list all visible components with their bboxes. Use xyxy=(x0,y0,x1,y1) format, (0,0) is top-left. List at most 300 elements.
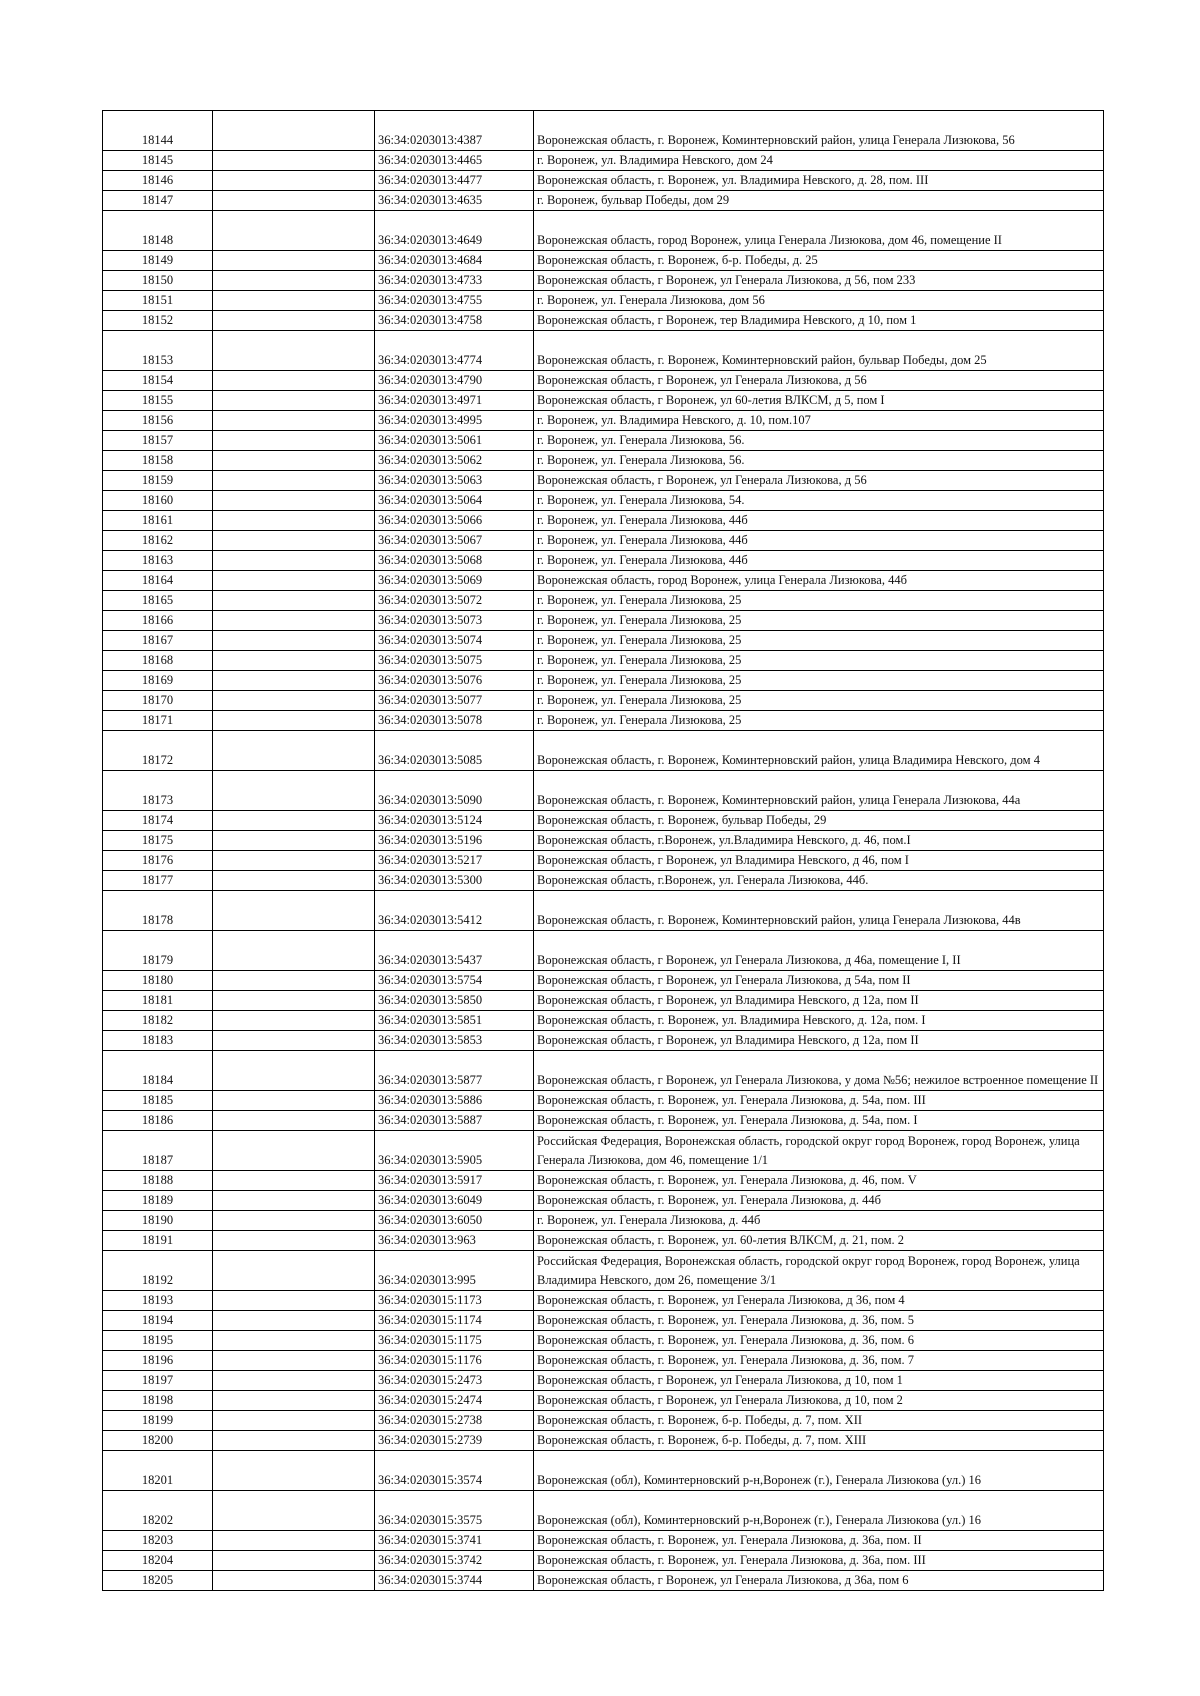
cadastral-number-cell: 36:34:0203013:5076 xyxy=(375,671,534,691)
cadastral-number-cell: 36:34:0203015:1176 xyxy=(375,1351,534,1371)
empty-cell xyxy=(213,871,375,891)
empty-cell xyxy=(213,1531,375,1551)
address-cell: Воронежская область, г.Воронеж, ул.Владимира Невского, д. 46, пом.I xyxy=(534,831,1104,851)
table-row xyxy=(103,831,1104,851)
address-cell: Воронежская область, г Воронеж, ул Владимира Невского, д 12а, пом II xyxy=(534,991,1104,1011)
row-number-cell: 18180 xyxy=(103,971,213,991)
cadastral-number-cell: 36:34:0203013:5851 xyxy=(375,1011,534,1031)
empty-cell xyxy=(213,851,375,871)
row-number-cell: 18199 xyxy=(103,1411,213,1431)
table-row xyxy=(103,851,1104,871)
cadastral-number-cell: 36:34:0203013:5887 xyxy=(375,1111,534,1131)
table-row xyxy=(103,511,1104,531)
cadastral-number-cell: 36:34:0203013:6050 xyxy=(375,1211,534,1231)
address-cell: Воронежская область, г. Воронеж, Коминтерновский район, улица Владимира Невского, дом 4 xyxy=(534,731,1104,771)
row-number-cell: 18192 xyxy=(103,1251,213,1291)
empty-cell xyxy=(213,1011,375,1031)
cadastral-number-cell: 36:34:0203015:1173 xyxy=(375,1291,534,1311)
cadastral-number-cell: 36:34:0203013:4733 xyxy=(375,271,534,291)
address-cell: Воронежская область, г. Воронеж, ул. Генерала Лизюкова, д. 46, пом. V xyxy=(534,1171,1104,1191)
table-row xyxy=(103,1011,1104,1031)
table-row xyxy=(103,711,1104,731)
table-row xyxy=(103,1571,1104,1591)
address-cell: Воронежская область, г. Воронеж, Коминтерновский район, улица Генерала Лизюкова, 56 xyxy=(534,111,1104,151)
address-cell: Воронежская область, г Воронеж, ул Владимира Невского, д 46, пом I xyxy=(534,851,1104,871)
table-row xyxy=(103,411,1104,431)
row-number-cell: 18173 xyxy=(103,771,213,811)
address-cell: Воронежская область, г Воронеж, ул Генерала Лизюкова, д 10, пом 2 xyxy=(534,1391,1104,1411)
empty-cell xyxy=(213,671,375,691)
address-cell: Воронежская область, г Воронеж, ул Владимира Невского, д 12а, пом II xyxy=(534,1031,1104,1051)
address-cell: Воронежская область, г Воронеж, ул Генерала Лизюкова, д 56, пом 233 xyxy=(534,271,1104,291)
table-row xyxy=(103,931,1104,971)
row-number-cell: 18163 xyxy=(103,551,213,571)
row-number-cell: 18154 xyxy=(103,371,213,391)
empty-cell xyxy=(213,411,375,431)
address-cell: г. Воронеж, ул. Генерала Лизюкова, 44б xyxy=(534,511,1104,531)
cadastral-number-cell: 36:34:0203013:5437 xyxy=(375,931,534,971)
empty-cell xyxy=(213,291,375,311)
empty-cell xyxy=(213,1111,375,1131)
address-cell: г. Воронеж, ул. Генерала Лизюкова, д. 44б xyxy=(534,1211,1104,1231)
row-number-cell: 18205 xyxy=(103,1571,213,1591)
table-row xyxy=(103,1371,1104,1391)
table-row xyxy=(103,1411,1104,1431)
row-number-cell: 18195 xyxy=(103,1331,213,1351)
empty-cell xyxy=(213,1371,375,1391)
empty-cell xyxy=(213,311,375,331)
address-cell: г. Воронеж, ул. Генерала Лизюкова, 25 xyxy=(534,631,1104,651)
table-row xyxy=(103,631,1104,651)
table-row xyxy=(103,651,1104,671)
row-number-cell: 18197 xyxy=(103,1371,213,1391)
cadastral-number-cell: 36:34:0203013:5877 xyxy=(375,1051,534,1091)
table-row xyxy=(103,871,1104,891)
address-cell: г. Воронеж, бульвар Победы, дом 29 xyxy=(534,191,1104,211)
empty-cell xyxy=(213,1051,375,1091)
address-cell: Воронежская область, город Воронеж, улица Генерала Лизюкова, дом 46, помещение II xyxy=(534,211,1104,251)
cadastral-number-cell: 36:34:0203015:2738 xyxy=(375,1411,534,1431)
address-cell: Воронежская область, г. Воронеж, ул. Генерала Лизюкова, д. 36, пом. 7 xyxy=(534,1351,1104,1371)
row-number-cell: 18171 xyxy=(103,711,213,731)
table-row xyxy=(103,371,1104,391)
empty-cell xyxy=(213,1331,375,1351)
empty-cell xyxy=(213,1551,375,1571)
row-number-cell: 18176 xyxy=(103,851,213,871)
cadastral-number-cell: 36:34:0203013:5074 xyxy=(375,631,534,651)
empty-cell xyxy=(213,531,375,551)
table-row xyxy=(103,671,1104,691)
empty-cell xyxy=(213,811,375,831)
address-cell: г. Воронеж, ул. Генерала Лизюкова, 25 xyxy=(534,691,1104,711)
row-number-cell: 18183 xyxy=(103,1031,213,1051)
address-cell: г. Воронеж, ул. Генерала Лизюкова, дом 56 xyxy=(534,291,1104,311)
empty-cell xyxy=(213,331,375,371)
address-cell: Воронежская область, г. Воронеж, Коминтерновский район, бульвар Победы, дом 25 xyxy=(534,331,1104,371)
empty-cell xyxy=(213,611,375,631)
cadastral-number-cell: 36:34:0203015:2473 xyxy=(375,1371,534,1391)
row-number-cell: 18179 xyxy=(103,931,213,971)
row-number-cell: 18184 xyxy=(103,1051,213,1091)
empty-cell xyxy=(213,211,375,251)
table-row xyxy=(103,251,1104,271)
empty-cell xyxy=(213,1431,375,1451)
cadastral-number-cell: 36:34:0203013:4387 xyxy=(375,111,534,151)
cadastral-number-cell: 36:34:0203013:5063 xyxy=(375,471,534,491)
cadastral-number-cell: 36:34:0203013:4758 xyxy=(375,311,534,331)
table-row xyxy=(103,731,1104,771)
cadastral-number-cell: 36:34:0203013:5917 xyxy=(375,1171,534,1191)
address-cell: Воронежская область, г Воронеж, ул Генерала Лизюкова, д 36а, пом 6 xyxy=(534,1571,1104,1591)
row-number-cell: 18181 xyxy=(103,991,213,1011)
cadastral-number-cell: 36:34:0203013:4635 xyxy=(375,191,534,211)
cadastral-number-cell: 36:34:0203013:5062 xyxy=(375,451,534,471)
row-number-cell: 18198 xyxy=(103,1391,213,1411)
empty-cell xyxy=(213,991,375,1011)
empty-cell xyxy=(213,171,375,191)
empty-cell xyxy=(213,1451,375,1491)
cadastral-number-cell: 36:34:0203013:5077 xyxy=(375,691,534,711)
table-row xyxy=(103,1391,1104,1411)
cadastral-number-cell: 36:34:0203013:5072 xyxy=(375,591,534,611)
table-row xyxy=(103,1111,1104,1131)
address-cell: Воронежская область, г. Воронеж, ул. Генерала Лизюкова, д. 44б xyxy=(534,1191,1104,1211)
table-row xyxy=(103,551,1104,571)
row-number-cell: 18165 xyxy=(103,591,213,611)
cadastral-table xyxy=(102,110,1104,1591)
row-number-cell: 18170 xyxy=(103,691,213,711)
empty-cell xyxy=(213,691,375,711)
row-number-cell: 18193 xyxy=(103,1291,213,1311)
row-number-cell: 18161 xyxy=(103,511,213,531)
row-number-cell: 18149 xyxy=(103,251,213,271)
cadastral-number-cell: 36:34:0203013:5412 xyxy=(375,891,534,931)
cadastral-number-cell: 36:34:0203013:5886 xyxy=(375,1091,534,1111)
row-number-cell: 18153 xyxy=(103,331,213,371)
row-number-cell: 18194 xyxy=(103,1311,213,1331)
address-cell: Российская Федерация, Воронежская область, городской округ город Воронеж, город Воронеж, улица Владимира Невского, дом 26, помещение 3/1 xyxy=(534,1251,1104,1291)
address-cell: Воронежская область, г. Воронеж, ул. Генерала Лизюкова, д. 54а, пом. III xyxy=(534,1091,1104,1111)
cadastral-number-cell: 36:34:0203013:5078 xyxy=(375,711,534,731)
table-row xyxy=(103,1091,1104,1111)
cadastral-number-cell: 36:34:0203013:5068 xyxy=(375,551,534,571)
cadastral-number-cell: 36:34:0203015:3741 xyxy=(375,1531,534,1551)
empty-cell xyxy=(213,1391,375,1411)
row-number-cell: 18151 xyxy=(103,291,213,311)
empty-cell xyxy=(213,1251,375,1291)
table-row xyxy=(103,691,1104,711)
table-row xyxy=(103,1351,1104,1371)
row-number-cell: 18177 xyxy=(103,871,213,891)
table-row xyxy=(103,311,1104,331)
empty-cell xyxy=(213,1031,375,1051)
cadastral-number-cell: 36:34:0203015:2474 xyxy=(375,1391,534,1411)
cadastral-number-cell: 36:34:0203013:995 xyxy=(375,1251,534,1291)
empty-cell xyxy=(213,551,375,571)
cadastral-number-cell: 36:34:0203013:5067 xyxy=(375,531,534,551)
cadastral-number-cell: 36:34:0203015:3574 xyxy=(375,1451,534,1491)
row-number-cell: 18185 xyxy=(103,1091,213,1111)
table-row xyxy=(103,771,1104,811)
table-row xyxy=(103,171,1104,191)
address-cell: Воронежская область, г Воронеж, ул Генерала Лизюкова, д 10, пом 1 xyxy=(534,1371,1104,1391)
table-row xyxy=(103,1131,1104,1171)
row-number-cell: 18168 xyxy=(103,651,213,671)
table-row xyxy=(103,1051,1104,1091)
empty-cell xyxy=(213,1351,375,1371)
cadastral-number-cell: 36:34:0203015:1175 xyxy=(375,1331,534,1351)
address-cell: Воронежская область, г. Воронеж, ул Генерала Лизюкова, д 36, пом 4 xyxy=(534,1291,1104,1311)
empty-cell xyxy=(213,111,375,151)
empty-cell xyxy=(213,1311,375,1331)
address-cell: Воронежская область, г. Воронеж, бульвар Победы, 29 xyxy=(534,811,1104,831)
address-cell: Воронежская область, г. Воронеж, ул. Генерала Лизюкова, д. 36, пом. 6 xyxy=(534,1331,1104,1351)
row-number-cell: 18187 xyxy=(103,1131,213,1171)
address-cell: г. Воронеж, ул. Генерала Лизюкова, 25 xyxy=(534,651,1104,671)
table-row xyxy=(103,271,1104,291)
row-number-cell: 18156 xyxy=(103,411,213,431)
cadastral-number-cell: 36:34:0203013:4649 xyxy=(375,211,534,251)
table-row xyxy=(103,211,1104,251)
cadastral-number-cell: 36:34:0203013:4477 xyxy=(375,171,534,191)
row-number-cell: 18160 xyxy=(103,491,213,511)
row-number-cell: 18189 xyxy=(103,1191,213,1211)
table-row xyxy=(103,151,1104,171)
cadastral-number-cell: 36:34:0203013:5300 xyxy=(375,871,534,891)
row-number-cell: 18167 xyxy=(103,631,213,651)
empty-cell xyxy=(213,971,375,991)
table-row xyxy=(103,971,1104,991)
cadastral-number-cell: 36:34:0203013:5905 xyxy=(375,1131,534,1171)
address-cell: Воронежская область, город Воронеж, улица Генерала Лизюкова, 44б xyxy=(534,571,1104,591)
table-row xyxy=(103,1311,1104,1331)
empty-cell xyxy=(213,771,375,811)
address-cell: Воронежская область, г Воронеж, ул Генерала Лизюкова, д 54а, пом II xyxy=(534,971,1104,991)
row-number-cell: 18155 xyxy=(103,391,213,411)
cadastral-number-cell: 36:34:0203013:6049 xyxy=(375,1191,534,1211)
empty-cell xyxy=(213,271,375,291)
address-cell: Воронежская область, г. Воронеж, ул. 60-летия ВЛКСМ, д. 21, пом. 2 xyxy=(534,1231,1104,1251)
address-cell: Воронежская область, г. Воронеж, б-р. Победы, д. 7, пом. XIII xyxy=(534,1431,1104,1451)
table-row xyxy=(103,291,1104,311)
row-number-cell: 18175 xyxy=(103,831,213,851)
table-row xyxy=(103,571,1104,591)
cadastral-number-cell: 36:34:0203013:5061 xyxy=(375,431,534,451)
row-number-cell: 18204 xyxy=(103,1551,213,1571)
row-number-cell: 18152 xyxy=(103,311,213,331)
table-row xyxy=(103,531,1104,551)
row-number-cell: 18188 xyxy=(103,1171,213,1191)
empty-cell xyxy=(213,491,375,511)
address-cell: Воронежская область, г Воронеж, ул Генерала Лизюкова, у дома №56; нежилое встроенное помещение II xyxy=(534,1051,1104,1091)
table-row xyxy=(103,591,1104,611)
empty-cell xyxy=(213,191,375,211)
table-row xyxy=(103,1171,1104,1191)
cadastral-number-cell: 36:34:0203015:3575 xyxy=(375,1491,534,1531)
table-row xyxy=(103,451,1104,471)
cadastral-number-cell: 36:34:0203015:1174 xyxy=(375,1311,534,1331)
address-cell: г. Воронеж, ул. Генерала Лизюкова, 54. xyxy=(534,491,1104,511)
cadastral-number-cell: 36:34:0203015:3744 xyxy=(375,1571,534,1591)
row-number-cell: 18159 xyxy=(103,471,213,491)
table-row xyxy=(103,391,1104,411)
table-row xyxy=(103,1531,1104,1551)
table-row xyxy=(103,1551,1104,1571)
address-cell: г. Воронеж, ул. Генерала Лизюкова, 25 xyxy=(534,711,1104,731)
cadastral-number-cell: 36:34:0203015:3742 xyxy=(375,1551,534,1571)
cadastral-number-cell: 36:34:0203013:963 xyxy=(375,1231,534,1251)
address-cell: Воронежская (обл), Коминтерновский р-н,Воронеж (г.), Генерала Лизюкова (ул.) 16 xyxy=(534,1491,1104,1531)
row-number-cell: 18148 xyxy=(103,211,213,251)
row-number-cell: 18162 xyxy=(103,531,213,551)
address-cell: Воронежская область, г. Воронеж, ул. Генерала Лизюкова, д. 36а, пом. II xyxy=(534,1531,1104,1551)
table-row xyxy=(103,611,1104,631)
table-row xyxy=(103,1491,1104,1531)
address-cell: Воронежская область, г Воронеж, ул 60-летия ВЛКСМ, д 5, пом I xyxy=(534,391,1104,411)
cadastral-number-cell: 36:34:0203013:5064 xyxy=(375,491,534,511)
address-cell: г. Воронеж, ул. Генерала Лизюкова, 25 xyxy=(534,591,1104,611)
address-cell: Воронежская область, г. Воронеж, ул. Генерала Лизюкова, д. 54а, пом. I xyxy=(534,1111,1104,1131)
cadastral-number-cell: 36:34:0203013:5853 xyxy=(375,1031,534,1051)
row-number-cell: 18150 xyxy=(103,271,213,291)
address-cell: Воронежская область, г. Воронеж, Коминтерновский район, улица Генерала Лизюкова, 44в xyxy=(534,891,1104,931)
table-row xyxy=(103,331,1104,371)
cadastral-number-cell: 36:34:0203015:2739 xyxy=(375,1431,534,1451)
cadastral-number-cell: 36:34:0203013:4790 xyxy=(375,371,534,391)
row-number-cell: 18186 xyxy=(103,1111,213,1131)
address-cell: г. Воронеж, ул. Генерала Лизюкова, 56. xyxy=(534,431,1104,451)
row-number-cell: 18196 xyxy=(103,1351,213,1371)
cadastral-number-cell: 36:34:0203013:5075 xyxy=(375,651,534,671)
address-cell: г. Воронеж, ул. Владимира Невского, д. 10, пом.107 xyxy=(534,411,1104,431)
table-body xyxy=(103,111,1104,1591)
table-row xyxy=(103,111,1104,151)
table-row xyxy=(103,1331,1104,1351)
empty-cell xyxy=(213,831,375,851)
empty-cell xyxy=(213,1191,375,1211)
empty-cell xyxy=(213,1411,375,1431)
table-row xyxy=(103,1251,1104,1291)
cadastral-number-cell: 36:34:0203013:5066 xyxy=(375,511,534,531)
empty-cell xyxy=(213,731,375,771)
address-cell: Воронежская область, г. Воронеж, Коминтерновский район, улица Генерала Лизюкова, 44а xyxy=(534,771,1104,811)
table-row xyxy=(103,191,1104,211)
row-number-cell: 18172 xyxy=(103,731,213,771)
empty-cell xyxy=(213,1491,375,1531)
table-row xyxy=(103,1031,1104,1051)
address-cell: г. Воронеж, ул. Владимира Невского, дом 24 xyxy=(534,151,1104,171)
cadastral-number-cell: 36:34:0203013:5090 xyxy=(375,771,534,811)
empty-cell xyxy=(213,1291,375,1311)
row-number-cell: 18191 xyxy=(103,1231,213,1251)
row-number-cell: 18164 xyxy=(103,571,213,591)
table-row xyxy=(103,1291,1104,1311)
row-number-cell: 18147 xyxy=(103,191,213,211)
empty-cell xyxy=(213,651,375,671)
empty-cell xyxy=(213,471,375,491)
row-number-cell: 18200 xyxy=(103,1431,213,1451)
empty-cell xyxy=(213,891,375,931)
address-cell: г. Воронеж, ул. Генерала Лизюкова, 44б xyxy=(534,531,1104,551)
row-number-cell: 18145 xyxy=(103,151,213,171)
empty-cell xyxy=(213,931,375,971)
empty-cell xyxy=(213,1171,375,1191)
row-number-cell: 18174 xyxy=(103,811,213,831)
empty-cell xyxy=(213,151,375,171)
cadastral-number-cell: 36:34:0203013:5124 xyxy=(375,811,534,831)
table-row xyxy=(103,431,1104,451)
row-number-cell: 18166 xyxy=(103,611,213,631)
cadastral-number-cell: 36:34:0203013:5069 xyxy=(375,571,534,591)
empty-cell xyxy=(213,631,375,651)
address-cell: Воронежская область, г. Воронеж, ул. Владимира Невского, д. 28, пом. III xyxy=(534,171,1104,191)
cadastral-number-cell: 36:34:0203013:5217 xyxy=(375,851,534,871)
address-cell: Воронежская область, г. Воронеж, ул. Генерала Лизюкова, д. 36, пом. 5 xyxy=(534,1311,1104,1331)
empty-cell xyxy=(213,711,375,731)
row-number-cell: 18157 xyxy=(103,431,213,451)
empty-cell xyxy=(213,571,375,591)
empty-cell xyxy=(213,1131,375,1171)
row-number-cell: 18190 xyxy=(103,1211,213,1231)
cadastral-number-cell: 36:34:0203013:5850 xyxy=(375,991,534,1011)
address-cell: Воронежская область, г Воронеж, ул Генерала Лизюкова, д 56 xyxy=(534,371,1104,391)
address-cell: Воронежская область, г.Воронеж, ул. Генерала Лизюкова, 44б. xyxy=(534,871,1104,891)
empty-cell xyxy=(213,1211,375,1231)
row-number-cell: 18201 xyxy=(103,1451,213,1491)
empty-cell xyxy=(213,251,375,271)
address-cell: Воронежская (обл), Коминтерновский р-н,Воронеж (г.), Генерала Лизюкова (ул.) 16 xyxy=(534,1451,1104,1491)
cadastral-number-cell: 36:34:0203013:5196 xyxy=(375,831,534,851)
row-number-cell: 18182 xyxy=(103,1011,213,1031)
empty-cell xyxy=(213,511,375,531)
address-cell: Воронежская область, г. Воронеж, ул. Владимира Невского, д. 12а, пом. I xyxy=(534,1011,1104,1031)
address-cell: г. Воронеж, ул. Генерала Лизюкова, 25 xyxy=(534,671,1104,691)
cadastral-number-cell: 36:34:0203013:4995 xyxy=(375,411,534,431)
cadastral-number-cell: 36:34:0203013:4755 xyxy=(375,291,534,311)
address-cell: г. Воронеж, ул. Генерала Лизюкова, 56. xyxy=(534,451,1104,471)
row-number-cell: 18178 xyxy=(103,891,213,931)
cadastral-number-cell: 36:34:0203013:5754 xyxy=(375,971,534,991)
cadastral-number-cell: 36:34:0203013:5085 xyxy=(375,731,534,771)
cadastral-number-cell: 36:34:0203013:4971 xyxy=(375,391,534,411)
address-cell: Воронежская область, г. Воронеж, ул. Генерала Лизюкова, д. 36а, пом. III xyxy=(534,1551,1104,1571)
row-number-cell: 18146 xyxy=(103,171,213,191)
table-row xyxy=(103,991,1104,1011)
empty-cell xyxy=(213,1091,375,1111)
cadastral-number-cell: 36:34:0203013:4684 xyxy=(375,251,534,271)
address-cell: г. Воронеж, ул. Генерала Лизюкова, 44б xyxy=(534,551,1104,571)
row-number-cell: 18202 xyxy=(103,1491,213,1531)
address-cell: Воронежская область, г Воронеж, ул Генерала Лизюкова, д 46а, помещение I, II xyxy=(534,931,1104,971)
table-row xyxy=(103,1191,1104,1211)
table-row xyxy=(103,1451,1104,1491)
row-number-cell: 18158 xyxy=(103,451,213,471)
address-cell: Воронежская область, г. Воронеж, б-р. Победы, д. 25 xyxy=(534,251,1104,271)
empty-cell xyxy=(213,371,375,391)
table-row xyxy=(103,811,1104,831)
address-cell: Воронежская область, г. Воронеж, б-р. Победы, д. 7, пом. XII xyxy=(534,1411,1104,1431)
table-row xyxy=(103,891,1104,931)
empty-cell xyxy=(213,591,375,611)
table-row xyxy=(103,1231,1104,1251)
empty-cell xyxy=(213,451,375,471)
cadastral-number-cell: 36:34:0203013:4774 xyxy=(375,331,534,371)
address-cell: Воронежская область, г Воронеж, тер Владимира Невского, д 10, пом 1 xyxy=(534,311,1104,331)
empty-cell xyxy=(213,391,375,411)
row-number-cell: 18144 xyxy=(103,111,213,151)
address-cell: Воронежская область, г Воронеж, ул Генерала Лизюкова, д 56 xyxy=(534,471,1104,491)
address-cell: Российская Федерация, Воронежская область, городской округ город Воронеж, город Воронеж, улица Генерала Лизюкова, дом 46, помещение 1/1 xyxy=(534,1131,1104,1171)
